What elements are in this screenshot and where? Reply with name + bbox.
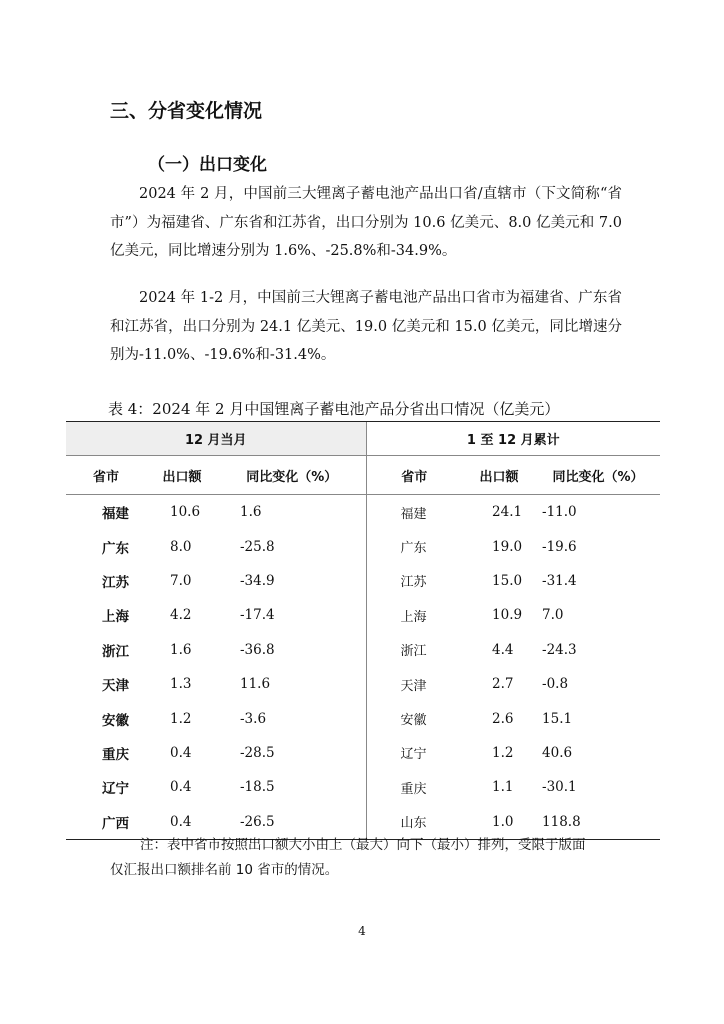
cell-province: 浙江 [102, 643, 129, 660]
cell-export: 0.4 [170, 744, 192, 761]
table-row [66, 633, 660, 667]
cell-province-cum: 广东 [366, 529, 462, 563]
table-row [66, 770, 660, 804]
paragraph-2-text: 2024 年 1-2 月，中国前三大锂离子蓄电池产品出口省市为福建省、广东省和江苏省，出口分别为 24.1 亿美元、19.0 亿美元和 15.0 亿美元，同比增速分别为-11.0%、-19.6%和-31.4%。 [110, 290, 622, 363]
section-title: 三、分省变化情况 [110, 100, 263, 122]
cell-export-cum: 1.2 [492, 744, 514, 761]
cell-province-cum: 安徽 [366, 701, 462, 735]
note-line-1: 注：表中省市按照出口额大小由上（最大）向下（最小）排列，受限于版面 [140, 837, 586, 853]
cell-yoy-cum: 40.6 [542, 744, 573, 761]
group-header-month: 12 月当月 [66, 422, 366, 456]
col-header-province-cum: 省市 [366, 456, 462, 495]
cell-province-cum: 天津 [366, 667, 462, 701]
cell-province: 重庆 [102, 746, 129, 763]
table-row [66, 667, 660, 701]
table-row [66, 564, 660, 598]
cell-province: 广东 [102, 540, 129, 557]
cell-export-cum: 24.1 [492, 504, 523, 521]
cell-province: 广西 [66, 805, 146, 840]
cell-export: 1.2 [170, 710, 192, 727]
cell-province-cum: 山东 [366, 805, 462, 840]
cell-province: 天津 [102, 678, 129, 695]
cell-yoy: -18.5 [240, 779, 275, 796]
table-row [66, 736, 660, 770]
export-table [66, 421, 660, 840]
cell-export-cum: 1.1 [492, 779, 514, 796]
cell-province-cum: 重庆 [366, 770, 462, 804]
cell-province: 上海 [102, 609, 129, 626]
cell-province: 安徽 [102, 712, 129, 729]
cell-yoy: -3.6 [240, 710, 267, 727]
cell-province-cum: 江苏 [366, 564, 462, 598]
cell-province-cum: 浙江 [366, 633, 462, 667]
paragraph-2 [110, 284, 622, 370]
cell-export: 10.6 [170, 504, 201, 521]
cell-yoy: -36.8 [240, 641, 275, 658]
cell-yoy-cum: 7.0 [542, 607, 564, 624]
cell-export-cum: 2.7 [492, 676, 514, 693]
cell-yoy: -26.5 [218, 805, 366, 840]
cell-yoy-cum: -19.6 [542, 538, 577, 555]
table-row [66, 495, 660, 530]
cell-export: 4.2 [170, 607, 192, 624]
table-caption: 表 4：2024 年 2 月中国锂离子蓄电池产品分省出口情况（亿美元） [108, 400, 560, 418]
cell-export-cum: 4.4 [492, 641, 514, 658]
cell-yoy: -28.5 [240, 744, 275, 761]
cell-export: 7.0 [170, 572, 192, 589]
cell-yoy-cum: -31.4 [542, 572, 577, 589]
cell-province-cum: 福建 [366, 495, 462, 530]
cell-province-cum: 上海 [366, 598, 462, 632]
cell-yoy: 11.6 [240, 676, 271, 693]
group-header-cumulative: 1 至 12 月累计 [366, 422, 660, 456]
cell-yoy: -34.9 [240, 572, 275, 589]
cell-province: 江苏 [102, 574, 129, 591]
paragraph-1-text: 2024 年 2 月，中国前三大锂离子蓄电池产品出口省/直辖市（下文简称“省市”）为福建省、广东省和江苏省，出口分别为 10.6 亿美元、8.0 亿美元和 7.0 亿美元，同比增速分别为 1.6%、-25.8%和-34.9%。 [110, 186, 622, 259]
page-number: 4 [358, 924, 366, 938]
cell-export: 1.3 [170, 676, 192, 693]
cell-province: 辽宁 [102, 781, 129, 798]
cell-province: 福建 [102, 506, 129, 523]
col-header-export-cum: 出口额 [462, 456, 536, 495]
cell-export-cum: 10.9 [492, 607, 523, 624]
table-row [66, 701, 660, 735]
cell-yoy-cum: 118.8 [536, 805, 660, 840]
cell-export-cum: 2.6 [492, 710, 514, 727]
cell-yoy-cum: 15.1 [542, 710, 573, 727]
col-header-yoy-cum: 同比变化（%） [536, 456, 660, 495]
cell-export-cum: 1.0 [462, 805, 536, 840]
cell-export-cum: 19.0 [492, 538, 523, 555]
cell-export: 0.4 [146, 805, 218, 840]
table-row [66, 529, 660, 563]
cell-export-cum: 15.0 [492, 572, 523, 589]
col-header-export: 出口额 [146, 456, 218, 495]
paragraph-1 [110, 180, 622, 266]
cell-yoy-cum: -11.0 [542, 504, 577, 521]
cell-yoy-cum: -0.8 [542, 676, 569, 693]
table-row [66, 598, 660, 632]
cell-yoy: -25.8 [240, 538, 275, 555]
note-line-2: 仅汇报出口额排名前 10 省市的情况。 [110, 862, 339, 878]
col-header-province: 省市 [66, 456, 146, 495]
cell-export: 0.4 [170, 779, 192, 796]
col-header-yoy: 同比变化（%） [218, 456, 366, 495]
cell-yoy-cum: -30.1 [542, 779, 577, 796]
cell-province-cum: 辽宁 [366, 736, 462, 770]
cell-yoy: -17.4 [240, 607, 275, 624]
table-note [110, 833, 625, 883]
cell-yoy: 1.6 [240, 504, 262, 521]
cell-export: 8.0 [170, 538, 192, 555]
cell-export: 1.6 [170, 641, 192, 658]
cell-yoy-cum: -24.3 [542, 641, 577, 658]
subsection-title: （一）出口变化 [148, 155, 267, 175]
